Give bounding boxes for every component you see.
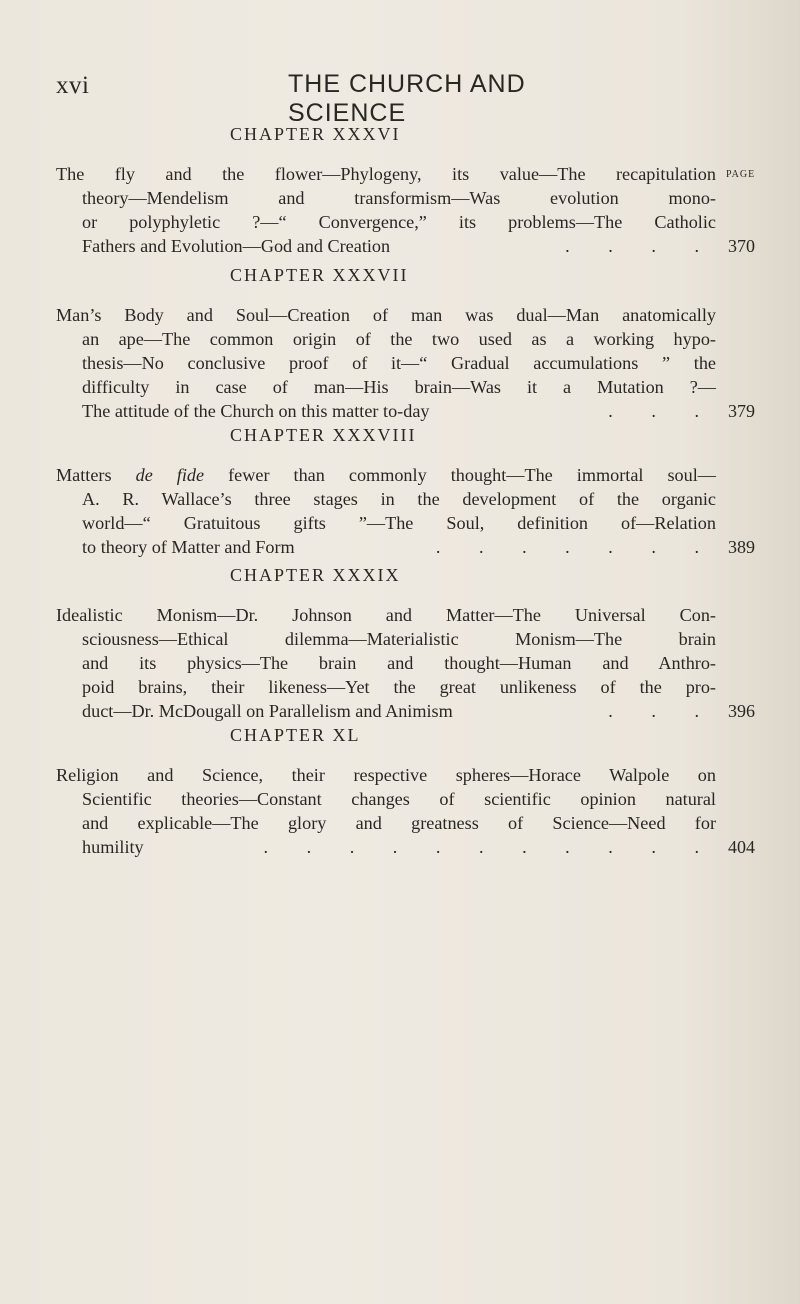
contents-line-text: to theory of Matter and Form [82,537,295,557]
page-number: 404 [728,837,755,857]
page-column-label: PAGE [726,169,756,180]
dot-leader: . . . [608,401,716,421]
contents-line-text: Matters de fide fewer than commonly thought—The immortal soul— [56,465,716,485]
contents-line-text: Fathers and Evolution—God and Creation [82,236,391,256]
contents-line: sciousness—Ethical dilemma—Materialistic Monism—The brain [82,629,716,649]
dot-leader: . . . . . . . [435,537,716,557]
page-number: 370 [728,236,755,256]
page-header [56,70,616,127]
contents-line: world—“ Gratuitous gifts ”—The Soul, definition of—Relation [82,513,716,533]
contents-line: Religion and Science, their respective spheres—Horace Walpole on [56,765,716,785]
contents-line: A. R. Wallace’s three stages in the development of the organic [82,489,716,509]
contents-line: poid brains, their likeness—Yet the great unlikeness of the pro- [82,677,716,697]
page-number: 389 [728,537,755,557]
contents-line: Man’s Body and Soul—Creation of man was dual—Man anatomically [56,305,716,325]
contents-line: or polyphyletic ?—“ Convergence,” its problems—The Catholic [82,212,716,232]
contents-line: thesis—No conclusive proof of it—“ Gradual accumulations ” the [82,353,716,373]
contents-line-with-leader [82,234,716,258]
page-number: 396 [728,701,755,721]
contents-line-with-leader [82,399,716,423]
contents-line-text: humility [82,837,144,857]
contents-line: and its physics—The brain and thought—Human and Anthro- [82,653,716,673]
chapter-heading: CHAPTER XXXVI [230,124,401,144]
page-folio: xvi [56,72,90,99]
contents-line: The fly and the flower—Phylogeny, its value—The recapitulation [56,164,716,184]
contents-line: Scientific theories—Constant changes of scientific opinion natural [82,789,716,809]
chapter-heading: CHAPTER XXXIX [230,565,401,585]
contents-line: an ape—The common origin of the two used as a working hypo- [82,329,716,349]
dot-leader: . . . . [565,236,716,256]
page-number: 379 [728,401,755,421]
contents-line-with-leader [82,699,716,723]
chapter-heading: CHAPTER XXXVIII [230,425,417,445]
contents-line-italic [56,463,716,487]
italic-phrase: de fide [135,465,205,485]
chapter-heading: CHAPTER XL [230,725,361,745]
contents-line-text: The attitude of the Church on this matter to-day [82,401,430,421]
contents-line: and explicable—The glory and greatness of Science—Need for [82,813,716,833]
contents-line-with-leader [82,535,716,559]
contents-line: Idealistic Monism—Dr. Johnson and Matter—The Universal Con- [56,605,716,625]
dot-leader: . . . . . . . . . . . [263,837,716,857]
contents-line-text: duct—Dr. McDougall on Parallelism and Animism [82,701,453,721]
contents-line: theory—Mendelism and transformism—Was evolution mono- [82,188,716,208]
running-title: THE CHURCH AND SCIENCE [288,70,526,127]
contents-line-with-leader [82,835,716,859]
dot-leader: . . . [608,701,716,721]
contents-line: difficulty in case of man—His brain—Was it a Mutation ?— [82,377,716,397]
chapter-heading: CHAPTER XXXVII [230,265,409,285]
